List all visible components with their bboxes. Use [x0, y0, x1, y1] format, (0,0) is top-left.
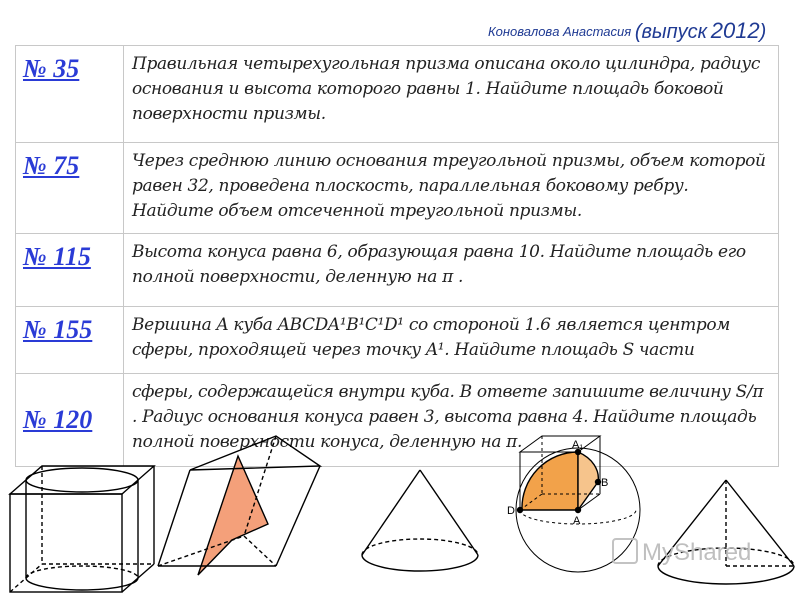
release-year: 2012: [710, 18, 760, 43]
author-caption: [488, 18, 766, 44]
task-text: Высота конуса равна 6, образующая равна 10. Найдите площадь его полной поверхности, деленную на π .: [124, 234, 779, 307]
task-number[interactable]: № 155: [16, 307, 124, 374]
task-text: сферы, содержащейся внутри куба. В ответе запишите величину S/π . Радиус основания конуса равен 3, высота равна 4. Найдите площадь полной поверхности конуса, деленную на π.: [124, 374, 779, 467]
tasks-table: [15, 45, 779, 467]
label-b: B: [601, 477, 609, 489]
label-a1: A₁: [572, 439, 584, 451]
watermark-logo-icon: [612, 538, 638, 564]
author-name: Коноваловa Анастасия: [488, 24, 632, 39]
task-number[interactable]: № 75: [16, 143, 124, 234]
release-prefix: (выпуск: [634, 21, 708, 43]
task-row: [16, 46, 779, 143]
release-close: ): [759, 21, 767, 43]
cone-figure: [362, 470, 478, 571]
task-row: [16, 234, 779, 307]
label-a: A: [573, 515, 581, 527]
figures-strip: [0, 430, 800, 600]
watermark-text: MyShared: [642, 539, 752, 566]
task-number[interactable]: № 115: [16, 234, 124, 307]
watermark: [612, 538, 751, 567]
task-text: Через среднюю линию основания треугольной призмы, объем которой равен 32, проведена плоскость, параллельная боковому ребру. Найдите объем отсеченной треугольной призмы.: [124, 143, 779, 234]
task-row: [16, 307, 779, 374]
label-d: D: [507, 505, 515, 517]
task-number[interactable]: № 35: [16, 46, 124, 143]
triangular-prism-figure: [158, 436, 320, 575]
prism-cylinder-figure: [10, 466, 154, 592]
task-text: Вершина A куба ABCDA¹B¹C¹D¹ со стороной 1.6 является центром сферы, проходящей через точку A¹. Найдите площадь S части: [124, 307, 779, 374]
task-row: [16, 143, 779, 234]
cone-radius-figure: [658, 480, 794, 584]
task-number[interactable]: № 120: [16, 374, 124, 467]
task-text: Правильная четырехугольная призма описана около цилиндра, радиус основания и высота которого равны 1. Найдите площадь боковой поверхности призмы.: [124, 46, 779, 143]
